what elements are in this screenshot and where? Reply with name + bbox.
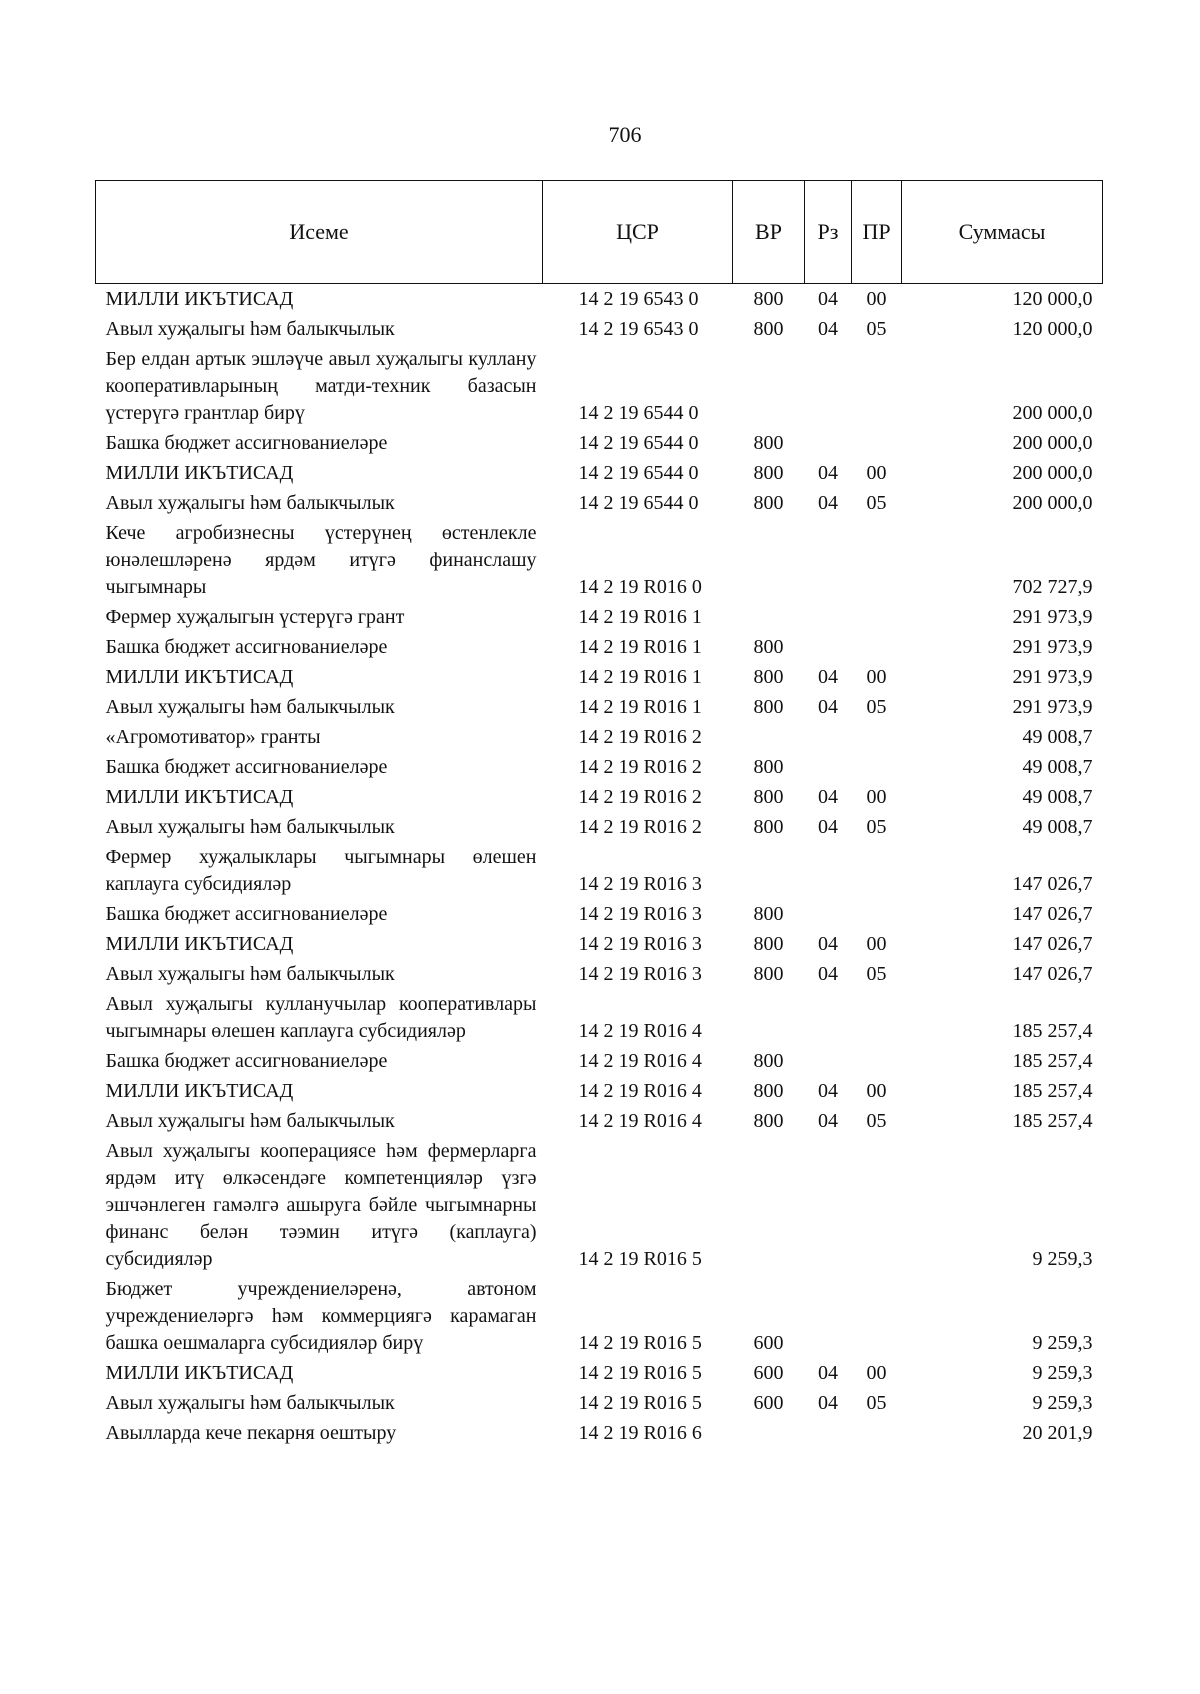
cell-pr: 05 [866, 696, 887, 718]
cell-vr [733, 1417, 805, 1447]
table-row [96, 631, 1103, 661]
cell-vr: 800 [753, 492, 784, 514]
cell-csr: 14 2 19 R016 2 [578, 726, 702, 748]
row-name-text: МИЛЛИ ИКЪТИСАД [105, 786, 294, 808]
cell-sum: 49 008,7 [1022, 726, 1093, 748]
cell-name [96, 1357, 543, 1387]
row-name-text: Авыл хуҗалыгы һәм балыкчылык [105, 816, 395, 838]
cell-name [96, 1105, 543, 1135]
cell-name [96, 517, 543, 601]
row-name-text: Авыл хуҗалыгы һәм балыкчылык [105, 318, 395, 340]
cell-rz: 04 [818, 1392, 838, 1414]
cell-rz [805, 1417, 852, 1447]
cell-pr: 05 [866, 492, 887, 514]
header-rz: Рз [805, 181, 852, 284]
cell-rz [805, 1273, 852, 1357]
cell-sum: 147 026,7 [1012, 933, 1093, 955]
cell-sum: 9 259,3 [1032, 1362, 1093, 1384]
row-name-text: МИЛЛИ ИКЪТИСАД [105, 1080, 294, 1102]
cell-pr: 00 [866, 288, 887, 310]
cell-vr: 800 [753, 666, 784, 688]
cell-name [96, 898, 543, 928]
cell-csr: 14 2 19 R016 4 [578, 1110, 702, 1132]
table-row [96, 517, 1103, 601]
cell-csr: 14 2 19 R016 2 [578, 816, 702, 838]
row-name-text: МИЛЛИ ИКЪТИСАД [105, 1362, 294, 1384]
cell-pr [852, 1135, 902, 1273]
table-row [96, 661, 1103, 691]
cell-pr: 05 [866, 1110, 887, 1132]
cell-csr: 14 2 19 R016 3 [578, 963, 702, 985]
cell-vr: 800 [753, 756, 784, 778]
cell-pr: 00 [866, 666, 887, 688]
cell-sum: 147 026,7 [1012, 963, 1093, 985]
header-csr: ЦСР [543, 181, 733, 284]
cell-vr: 600 [753, 1332, 784, 1354]
cell-name [96, 661, 543, 691]
cell-vr [733, 1135, 805, 1273]
page-number: 706 [608, 122, 642, 147]
cell-rz: 04 [818, 933, 838, 955]
table-row [96, 343, 1103, 427]
cell-csr: 14 2 19 R016 3 [578, 903, 702, 925]
cell-csr: 14 2 19 R016 4 [578, 1020, 702, 1042]
cell-sum: 291 973,9 [1012, 606, 1093, 628]
row-name-text: Авыл хуҗалыгы һәм балыкчылык [105, 492, 395, 514]
cell-vr [733, 988, 805, 1045]
row-name-text: Башка бюджет ассигнованиеләре [105, 903, 388, 925]
row-name-text: Кече агробизнесны үстерүнең өстенлекле юнәлешләренә ярдәм итүгә финанслашу чыгымнары [105, 522, 537, 598]
table-row [96, 1045, 1103, 1075]
row-name-text: МИЛЛИ ИКЪТИСАД [105, 288, 294, 310]
cell-csr: 14 2 19 R016 0 [578, 576, 702, 598]
table-row [96, 1387, 1103, 1417]
row-name-text: Башка бюджет ассигнованиеләре [105, 756, 388, 778]
table-row [96, 427, 1103, 457]
cell-name [96, 631, 543, 661]
cell-rz [805, 631, 852, 661]
cell-vr [733, 517, 805, 601]
cell-name [96, 988, 543, 1045]
cell-csr: 14 2 19 R016 1 [578, 666, 702, 688]
cell-rz [805, 751, 852, 781]
row-name-text: Авыл хуҗалыгы кооперациясе һәм фермерларга ярдәм итү өлкәсендәге компетенцияләр үзгә эшчәнлеген гамәлгә ашыруга бәйле чыгымнарны финанс белән тәэмин итүгә (каплауга) субсидияләр [105, 1140, 537, 1270]
cell-csr: 14 2 19 R016 2 [578, 756, 702, 778]
cell-vr: 600 [753, 1392, 784, 1414]
cell-pr [852, 1045, 902, 1075]
cell-pr: 05 [866, 318, 887, 340]
cell-vr: 800 [753, 1080, 784, 1102]
cell-csr: 14 2 19 R016 1 [578, 606, 702, 628]
cell-csr: 14 2 19 6544 0 [578, 402, 699, 424]
table-row [96, 601, 1103, 631]
cell-pr: 00 [866, 786, 887, 808]
cell-sum: 120 000,0 [1012, 288, 1093, 310]
table-row [96, 841, 1103, 898]
cell-rz: 04 [818, 786, 838, 808]
cell-sum: 147 026,7 [1012, 903, 1093, 925]
table-row [96, 928, 1103, 958]
cell-sum: 120 000,0 [1012, 318, 1093, 340]
cell-vr [733, 841, 805, 898]
row-name-text: Бюджет учреждениеләренә, автоном учреждениеләргә һәм коммерциягә карамаган башка оешмаларга субсидияләр бирү [105, 1278, 537, 1354]
cell-sum: 185 257,4 [1012, 1020, 1093, 1042]
cell-pr [852, 841, 902, 898]
cell-rz: 04 [818, 492, 838, 514]
cell-sum: 49 008,7 [1022, 786, 1093, 808]
budget-table [95, 180, 1103, 1447]
cell-name [96, 751, 543, 781]
cell-vr: 600 [753, 1362, 784, 1384]
cell-pr [852, 601, 902, 631]
cell-pr: 00 [866, 462, 887, 484]
cell-sum: 185 257,4 [1012, 1110, 1093, 1132]
cell-csr: 14 2 19 6544 0 [578, 462, 699, 484]
cell-vr: 800 [753, 432, 784, 454]
row-name-text: Авыл хуҗалыгы һәм балыкчылык [105, 963, 395, 985]
cell-csr: 14 2 19 R016 2 [578, 786, 702, 808]
cell-name [96, 457, 543, 487]
header-sum: Суммасы [902, 181, 1103, 284]
table-row [96, 313, 1103, 343]
table-row [96, 781, 1103, 811]
table-row [96, 988, 1103, 1045]
row-name-text: Авылларда кече пекарня оештыру [105, 1422, 397, 1444]
table-row [96, 1273, 1103, 1357]
row-name-text: Фермер хуҗалыгын үстерүгә грант [105, 606, 405, 628]
cell-rz: 04 [818, 816, 838, 838]
cell-name [96, 841, 543, 898]
cell-pr [852, 988, 902, 1045]
cell-rz [805, 427, 852, 457]
cell-vr: 800 [753, 786, 784, 808]
cell-csr: 14 2 19 R016 5 [578, 1332, 702, 1354]
table-row [96, 487, 1103, 517]
row-name-text: МИЛЛИ ИКЪТИСАД [105, 666, 294, 688]
table-body [96, 284, 1103, 1448]
cell-sum: 9 259,3 [1032, 1332, 1093, 1354]
cell-sum: 9 259,3 [1032, 1248, 1093, 1270]
cell-pr: 00 [866, 1080, 887, 1102]
cell-sum: 200 000,0 [1012, 462, 1093, 484]
cell-rz: 04 [818, 318, 838, 340]
cell-sum: 702 727,9 [1012, 576, 1093, 598]
cell-sum: 291 973,9 [1012, 696, 1093, 718]
cell-name [96, 427, 543, 457]
table-row [96, 1417, 1103, 1447]
cell-sum: 200 000,0 [1012, 432, 1093, 454]
cell-vr [733, 601, 805, 631]
table-row [96, 721, 1103, 751]
cell-pr [852, 1273, 902, 1357]
cell-rz [805, 343, 852, 427]
row-name-text: Авыл хуҗалыгы кулланучылар кооперативлары чыгымнары өлешен каплауга субсидияләр [105, 993, 537, 1042]
cell-sum: 185 257,4 [1012, 1080, 1093, 1102]
cell-name [96, 284, 543, 314]
row-name-text: Фермер хуҗалыклары чыгымнары өлешен каплауга субсидияләр [105, 846, 537, 895]
cell-csr: 14 2 19 R016 1 [578, 696, 702, 718]
cell-pr [852, 1417, 902, 1447]
cell-rz: 04 [818, 666, 838, 688]
cell-csr: 14 2 19 R016 6 [578, 1422, 702, 1444]
cell-vr: 800 [753, 462, 784, 484]
cell-name [96, 1075, 543, 1105]
cell-sum: 185 257,4 [1012, 1050, 1093, 1072]
cell-sum: 20 201,9 [1022, 1422, 1093, 1444]
cell-name [96, 487, 543, 517]
cell-sum: 49 008,7 [1022, 816, 1093, 838]
cell-csr: 14 2 19 R016 3 [578, 873, 702, 895]
cell-vr [733, 343, 805, 427]
cell-name [96, 928, 543, 958]
cell-sum: 49 008,7 [1022, 756, 1093, 778]
cell-vr: 800 [753, 816, 784, 838]
row-name-text: Авыл хуҗалыгы һәм балыкчылык [105, 1392, 395, 1414]
cell-name [96, 1273, 543, 1357]
cell-sum: 147 026,7 [1012, 873, 1093, 895]
cell-csr: 14 2 19 R016 1 [578, 636, 702, 658]
cell-rz: 04 [818, 963, 838, 985]
cell-name [96, 958, 543, 988]
cell-csr: 14 2 19 R016 5 [578, 1392, 702, 1414]
cell-rz: 04 [818, 462, 838, 484]
cell-csr: 14 2 19 R016 4 [578, 1050, 702, 1072]
cell-vr: 800 [753, 903, 784, 925]
cell-pr: 00 [866, 933, 887, 955]
cell-pr [852, 631, 902, 661]
row-name-text: Башка бюджет ассигнованиеләре [105, 636, 388, 658]
table-row [96, 284, 1103, 314]
cell-rz: 04 [818, 1080, 838, 1102]
cell-vr [733, 721, 805, 751]
row-name-text: «Агромотиватор» гранты [105, 726, 321, 748]
table-row [96, 1075, 1103, 1105]
cell-pr [852, 721, 902, 751]
cell-rz: 04 [818, 1362, 838, 1384]
cell-rz [805, 898, 852, 928]
cell-pr [852, 427, 902, 457]
cell-name [96, 1135, 543, 1273]
cell-rz [805, 1135, 852, 1273]
cell-name [96, 781, 543, 811]
cell-pr [852, 751, 902, 781]
cell-pr: 05 [866, 816, 887, 838]
table-header [96, 181, 1103, 284]
row-name-text: Авыл хуҗалыгы һәм балыкчылык [105, 696, 395, 718]
cell-sum: 200 000,0 [1012, 492, 1093, 514]
cell-pr: 05 [866, 963, 887, 985]
cell-name [96, 601, 543, 631]
cell-vr: 800 [753, 318, 784, 340]
cell-pr: 00 [866, 1362, 887, 1384]
cell-rz [805, 988, 852, 1045]
cell-sum: 291 973,9 [1012, 636, 1093, 658]
cell-csr: 14 2 19 6544 0 [578, 432, 699, 454]
cell-vr: 800 [753, 933, 784, 955]
table-row [96, 958, 1103, 988]
cell-csr: 14 2 19 R016 3 [578, 933, 702, 955]
cell-pr [852, 517, 902, 601]
cell-vr: 800 [753, 963, 784, 985]
cell-pr [852, 343, 902, 427]
cell-sum: 200 000,0 [1012, 402, 1093, 424]
header-name: Исеме [96, 181, 543, 284]
table-row [96, 751, 1103, 781]
cell-vr: 800 [753, 636, 784, 658]
cell-rz: 04 [818, 1110, 838, 1132]
row-name-text: Башка бюджет ассигнованиеләре [105, 1050, 388, 1072]
header-vr: ВР [733, 181, 805, 284]
cell-csr: 14 2 19 6543 0 [578, 318, 699, 340]
cell-rz [805, 1045, 852, 1075]
row-name-text: Башка бюджет ассигнованиеләре [105, 432, 388, 454]
row-name-text: МИЛЛИ ИКЪТИСАД [105, 933, 294, 955]
table-row [96, 1135, 1103, 1273]
cell-vr: 800 [753, 288, 784, 310]
cell-csr: 14 2 19 R016 4 [578, 1080, 702, 1102]
cell-name [96, 313, 543, 343]
cell-name [96, 811, 543, 841]
table-row [96, 691, 1103, 721]
cell-rz: 04 [818, 696, 838, 718]
table-row [96, 1357, 1103, 1387]
table-row [96, 457, 1103, 487]
cell-name [96, 691, 543, 721]
row-name-text: Авыл хуҗалыгы һәм балыкчылык [105, 1110, 395, 1132]
cell-rz [805, 517, 852, 601]
row-name-text: МИЛЛИ ИКЪТИСАД [105, 462, 294, 484]
cell-vr: 800 [753, 1050, 784, 1072]
table-row [96, 1105, 1103, 1135]
cell-vr: 800 [753, 696, 784, 718]
cell-name [96, 1045, 543, 1075]
cell-rz [805, 721, 852, 751]
cell-pr [852, 898, 902, 928]
cell-csr: 14 2 19 6544 0 [578, 492, 699, 514]
cell-name [96, 343, 543, 427]
cell-rz: 04 [818, 288, 838, 310]
cell-sum: 291 973,9 [1012, 666, 1093, 688]
row-name-text: Бер елдан артык эшләүче авыл хуҗалыгы куллану кооперативларының матди-техник базасын үстерүгә грантлар бирү [105, 348, 537, 424]
table-row [96, 898, 1103, 928]
cell-name [96, 1387, 543, 1417]
header-pr: ПР [852, 181, 902, 284]
cell-rz [805, 601, 852, 631]
cell-vr: 800 [753, 1110, 784, 1132]
cell-csr: 14 2 19 6543 0 [578, 288, 699, 310]
cell-sum: 9 259,3 [1032, 1392, 1093, 1414]
cell-name [96, 721, 543, 751]
cell-csr: 14 2 19 R016 5 [578, 1248, 702, 1270]
cell-csr: 14 2 19 R016 5 [578, 1362, 702, 1384]
cell-rz [805, 841, 852, 898]
table-row [96, 811, 1103, 841]
cell-pr: 05 [866, 1392, 887, 1414]
cell-name [96, 1417, 543, 1447]
